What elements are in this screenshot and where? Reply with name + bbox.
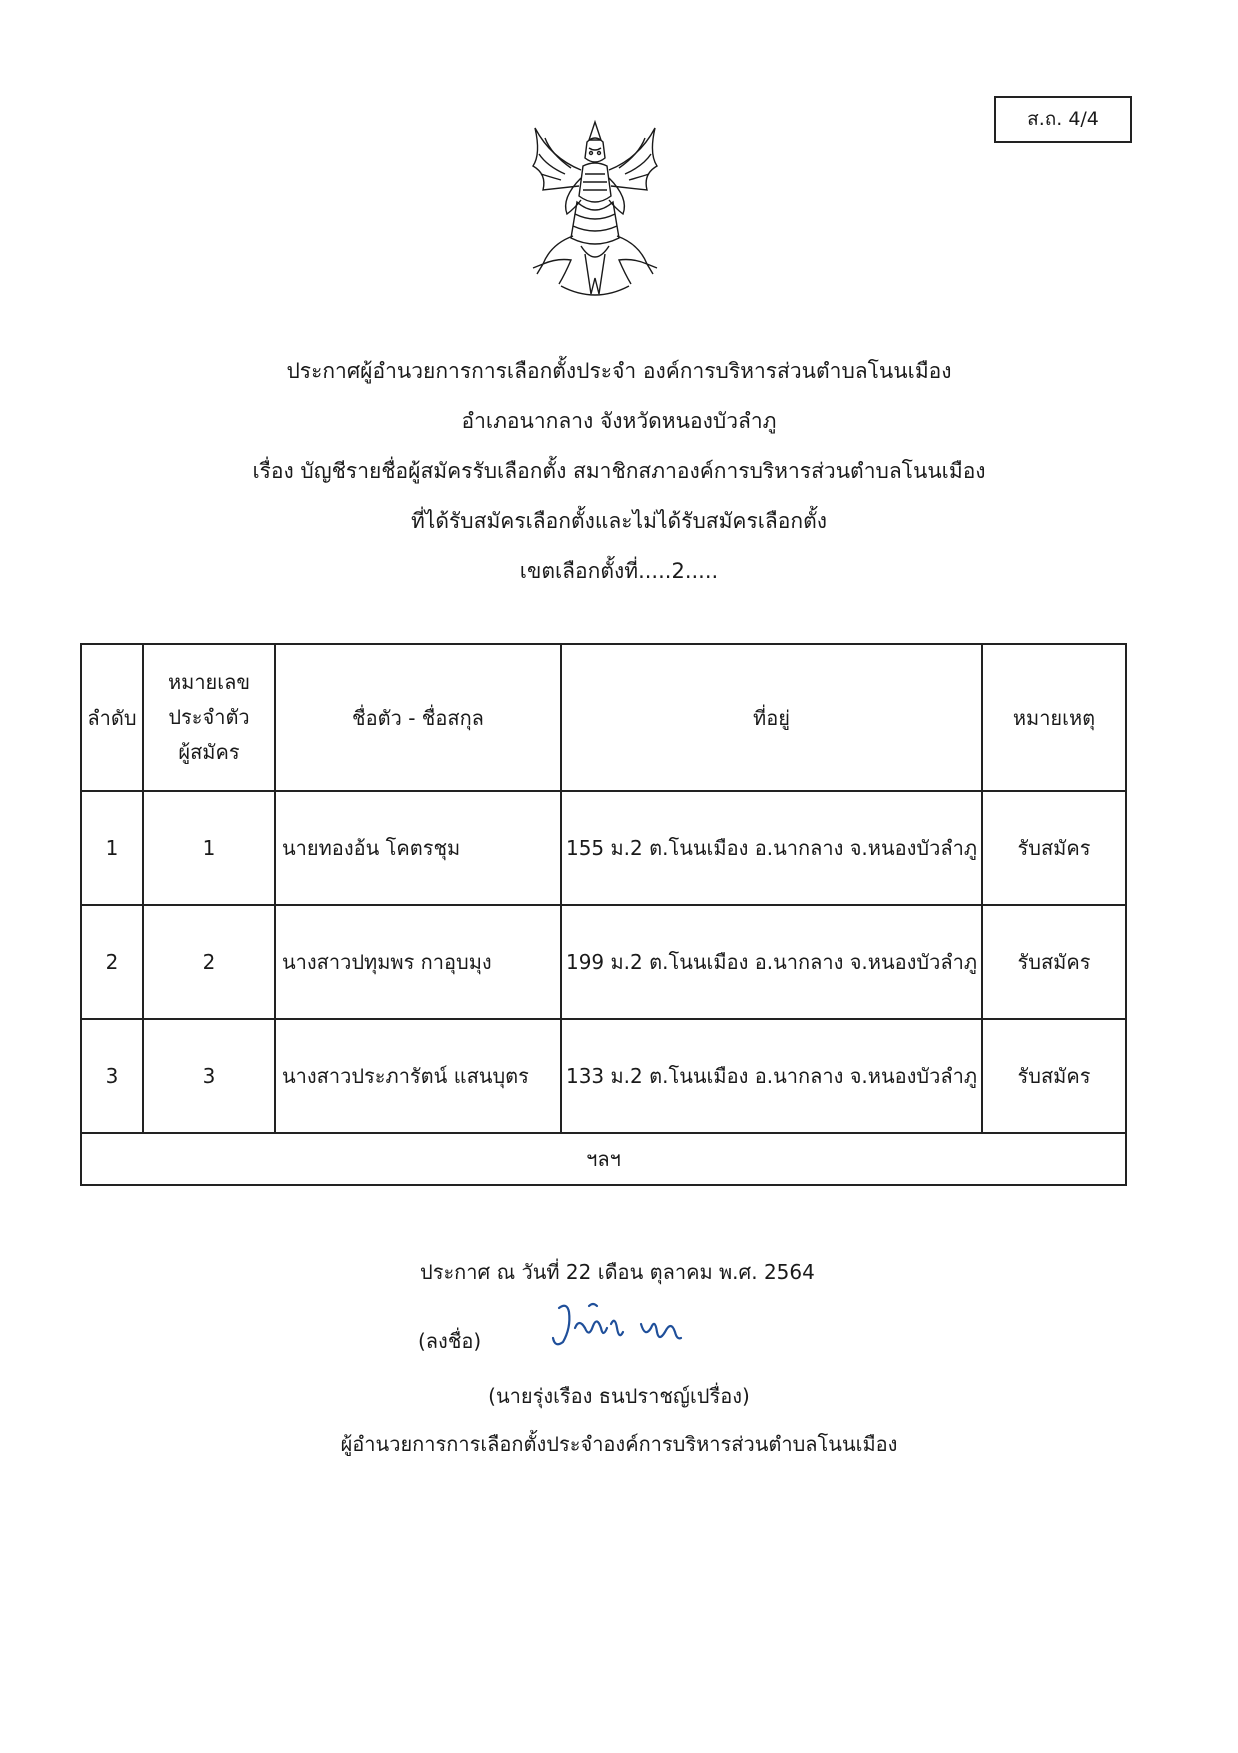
header-number-line-2: ประจำตัว	[168, 705, 250, 729]
cell-number: 2	[143, 905, 275, 1019]
table-footer-row	[81, 1133, 1126, 1185]
cell-name: นายทองอ้น โคตรชุม	[275, 791, 561, 905]
cell-remark: รับสมัคร	[982, 905, 1126, 1019]
cell-address: 155 ม.2 ต.โนนเมือง อ.นากลาง จ.หนองบัวลำภู	[561, 791, 982, 905]
table-header-row	[81, 644, 1126, 791]
heading-line-4: ที่ได้รับสมัครเลือกตั้งและไม่ได้รับสมัครเลือกตั้ง	[410, 509, 828, 533]
heading-line-3: เรื่อง บัญชีรายชื่อผู้สมัครรับเลือกตั้ง สมาชิกสภาองค์การบริหารส่วนตำบลโนนเมือง	[252, 459, 986, 483]
signer-name: (นายรุ่งเรือง ธนปราชญ์เปรื่อง)	[488, 1384, 750, 1408]
heading-line-5: เขตเลือกตั้งที่.....2.....	[519, 559, 719, 583]
header-name: ชื่อตัว - ชื่อสกุล	[275, 644, 561, 791]
table-footer-etc: ฯลฯ	[81, 1133, 1126, 1185]
candidate-table	[80, 643, 1127, 1186]
header-remark: หมายเหตุ	[982, 644, 1126, 791]
cell-order: 3	[81, 1019, 143, 1133]
cell-order: 2	[81, 905, 143, 1019]
announcement-heading	[100, 346, 1138, 596]
table-row	[81, 905, 1126, 1019]
header-candidate-number	[143, 644, 275, 791]
cell-number: 3	[143, 1019, 275, 1133]
table-row	[81, 791, 1126, 905]
header-address: ที่อยู่	[561, 644, 982, 791]
heading-line-2: อำเภอนากลาง จังหวัดหนองบัวลำภู	[461, 409, 777, 433]
cell-address: 199 ม.2 ต.โนนเมือง อ.นากลาง จ.หนองบัวลำภู	[561, 905, 982, 1019]
heading-line-1: ประกาศผู้อำนวยการการเลือกตั้งประจำ องค์การบริหารส่วนตำบลโนนเมือง	[286, 359, 952, 383]
handwritten-signature-icon	[545, 1298, 695, 1356]
form-code-box: ส.ถ. 4/4	[994, 96, 1132, 143]
signer-title: ผู้อำนวยการการเลือกตั้งประจำองค์การบริหารส่วนตำบลโนนเมือง	[340, 1432, 898, 1456]
header-number-line-1: หมายเลข	[167, 670, 251, 694]
header-number-line-3: ผู้สมัคร	[178, 740, 240, 764]
cell-order: 1	[81, 791, 143, 905]
garuda-emblem-icon	[521, 118, 669, 308]
cell-remark: รับสมัคร	[982, 1019, 1126, 1133]
announcement-date: ประกาศ ณ วันที่ 22 เดือน ตุลาคม พ.ศ. 2564	[420, 1260, 815, 1284]
signature-label: (ลงชื่อ)	[418, 1329, 482, 1353]
cell-number: 1	[143, 791, 275, 905]
cell-name: นางสาวปทุมพร กาอุบมุง	[275, 905, 561, 1019]
header-order: ลำดับ	[81, 644, 143, 791]
table-row	[81, 1019, 1126, 1133]
cell-name: นางสาวประภารัตน์ แสนบุตร	[275, 1019, 561, 1133]
cell-address: 133 ม.2 ต.โนนเมือง อ.นากลาง จ.หนองบัวลำภู	[561, 1019, 982, 1133]
cell-remark: รับสมัคร	[982, 791, 1126, 905]
